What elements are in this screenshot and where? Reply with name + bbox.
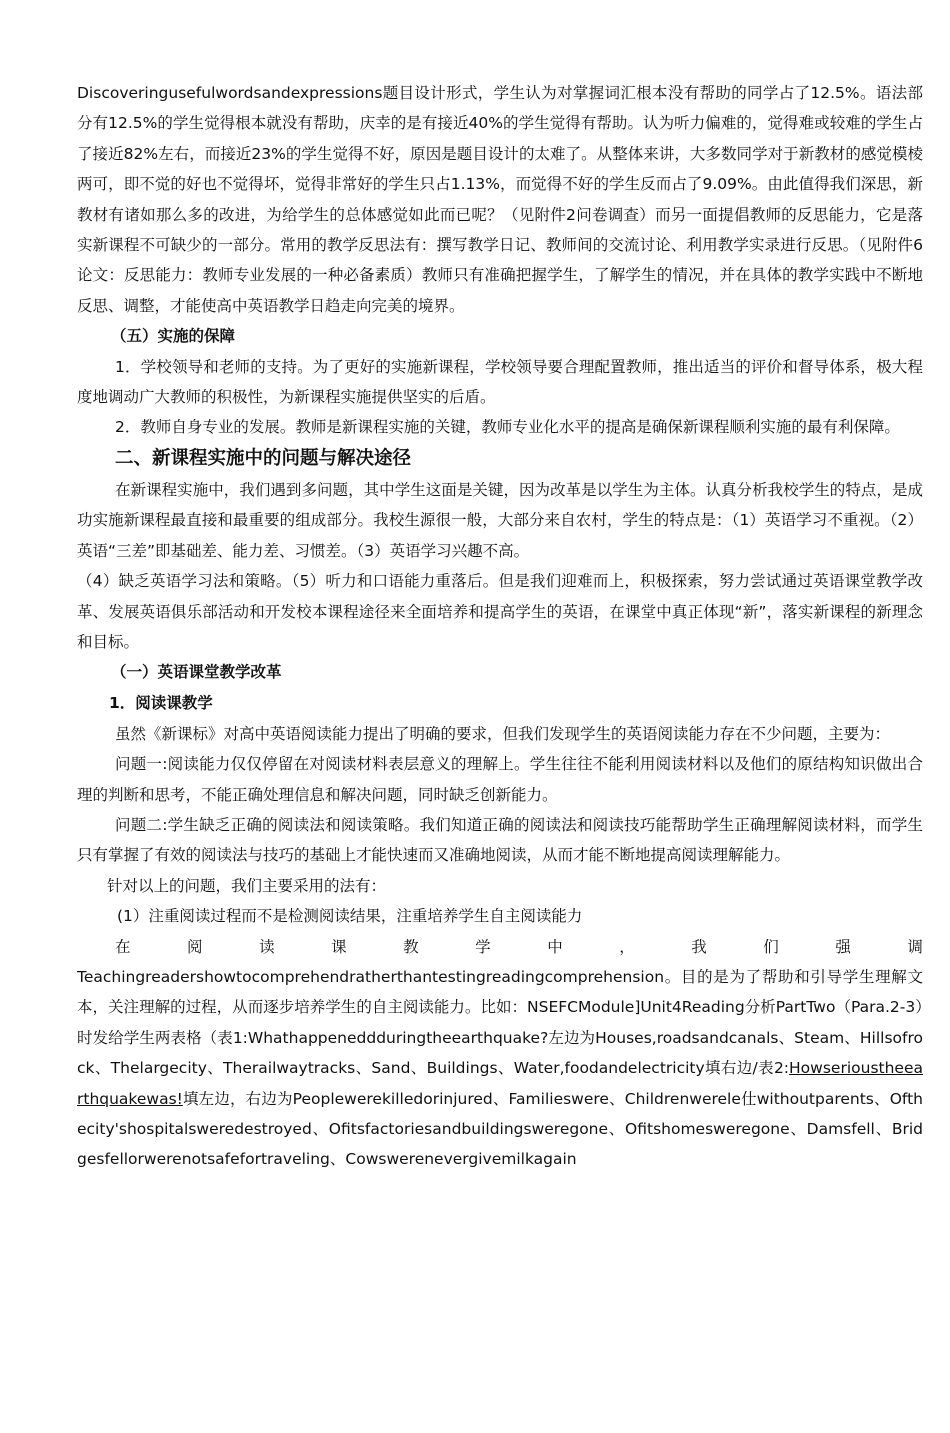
spread-char: ，: [619, 937, 635, 956]
paragraph-reform-approach: （4）缺乏英语学习法和策略。（5）听力和口语能力重落后。但是我们迎难而上，积极探索，努力尝试通过英语课堂教学改革、发展英语俱乐部活动和开发校本课程途径来全面培养和提高学生的英语，在课堂中真正体现“新”，落实新课程的新理念和目标。: [77, 572, 923, 651]
paragraph-reading-requirements: 虽然《新课标》对高中英语阅读能力提出了明确的要求，但我们发现学生的英语阅读能力存在不少问题，主要为：: [115, 724, 891, 743]
spread-char: 阅: [187, 937, 203, 956]
heading-classroom-reform: （一）英语课堂教学改革: [111, 663, 282, 682]
list-item-teacher-development: 2．教师自身专业的发展。教师是新课程实施的关键，教师专业化水平的提高是确保新课程顺利实施的最有利保障。: [115, 418, 900, 437]
spread-char: 们: [763, 937, 779, 956]
spread-char: 调: [907, 937, 923, 956]
document-page: [77, 78, 923, 1175]
paragraph-problem-one: 问题一:阅读能力仅仅停留在对阅读材料表层意义的理解上。学生往往不能利用阅读材料以及他们的原结构知识做出合理的判断和思考，不能正确处理信息和解决问题，同时缺乏创新能力。: [77, 755, 923, 804]
paragraph-problem-two: 问题二:学生缺乏正确的阅读法和阅读策略。我们知道正确的阅读法和阅读技巧能帮助学生正确理解阅读材料，而学生只有掌握了有效的阅读法与技巧的基础上才能快速而又准确地阅读，从而才能不断地提高阅读理解能力。: [77, 815, 923, 865]
paragraph-survey-results: Discoveringusefulwordsandexpressions题目设计形式，学生认为对掌握词汇根本没有帮助的同学占了12.5%。语法部分有12.5%的学生觉得根本就没有帮助，庆幸的是有接近40%的学生觉得有帮助。认为听力偏难的，觉得难或较难的学生占了接近82%左右，而接近23%的学生觉得不好，原因是题目设计的太难了。从整体来讲，大多数同学对于新教材的感觉模棱两可，即不觉的好也不觉得坏，觉得非常好的学生只占1.13%，而觉得不好的学生反而占了9.09%。由此值得我们深思，新教材有诸如那么多的改进，为给学生的总体感觉如此而已呢？（见附件2问卷调查）而另一面提倡教师的反思能力，它是落实新课程不可缺少的一部分。常用的教学反思法有：撰写教学日记、教师间的交流讨论、利用教学实录进行反思。（见附件6论文：反思能力：教师专业发展的一种必备素质）教师只有准确把握学生，了解学生的情况，并在具体的教学实践中不断地反思、调整，才能使高中英语教学日趋走向完美的境界。: [77, 84, 923, 315]
spread-char: 强: [835, 937, 851, 956]
paragraph-point-one: (1）注重阅读过程而不是检测阅读结果，注重培养学生自主阅读能力: [117, 907, 583, 926]
paragraph-reading-example: [77, 962, 923, 1175]
spread-char: 中: [547, 937, 563, 956]
example-text-a: Teachingreadershowtocomprehendratherthantestingreadingcomprehension。目的是为了帮助和引导学生理解文本，关注理解的过程，从而逐步培养学生的自主阅读能力。比如：NSEFCModule]Unit4Reading分析PartTwo（Para.2-3）时发给学生两表格（表1:Whathappeneddduringtheearthquake?左边为Houses,roadsandcanals、Steam、Hillsofrock、Thelargecity、Therailwaytracks、Sand、Buildings、Water,foodandelectricity填右边/表2:: [77, 967, 923, 1078]
spread-char: 课: [331, 937, 347, 956]
paragraph-methods-intro: 针对以上的问题，我们主要采用的法有：: [107, 876, 387, 895]
section-heading-problems-solutions: 二、新课程实施中的问题与解决途径: [115, 447, 412, 469]
spread-char: 我: [691, 937, 707, 956]
spread-char: 教: [403, 937, 419, 956]
underlined-title: Howserioustheearthquakewas!: [77, 1059, 923, 1108]
spread-char: 在: [115, 937, 131, 956]
list-item-school-support: 1．学校领导和老师的支持。为了更好的实施新课程，学校领导要合理配置教师，推出适当的评价和督导体系，极大程度地调动广大教师的积极性，为新课程实施提供坚实的后盾。: [77, 357, 923, 407]
spread-char: 学: [475, 937, 491, 956]
example-text-b: 填左边，右边为Peoplewerekilledorinjured、Familieswere、Childrenwerele仕withoutparents、Ofthecity'shospitalsweredestroyed、Ofitsfactoriesandbuildingsweregone、Ofitshomesweregone、Damsfell、Bridgesfellorwerenotsafefortraveling、Cowswerenevergivemilkagain: [77, 1089, 923, 1169]
heading-reading-teaching: 1．阅读课教学: [109, 693, 213, 712]
spread-line: [77, 932, 923, 962]
heading-implementation-guarantee: （五）实施的保障: [111, 327, 236, 346]
spread-char: 读: [259, 937, 275, 956]
paragraph-student-characteristics: 在新课程实施中，我们遇到多问题，其中学生这面是关键，因为改革是以学生为主体。认真分析我校学生的特点，是成功实施新课程最直接和最重要的组成部分。我校生源很一般，大部分来自农村，学生的特点是：（1）英语学习不重视。（2）英语“三差”即基础差、能力差、习惯差。（3）英语学习兴趣不高。: [77, 480, 923, 560]
